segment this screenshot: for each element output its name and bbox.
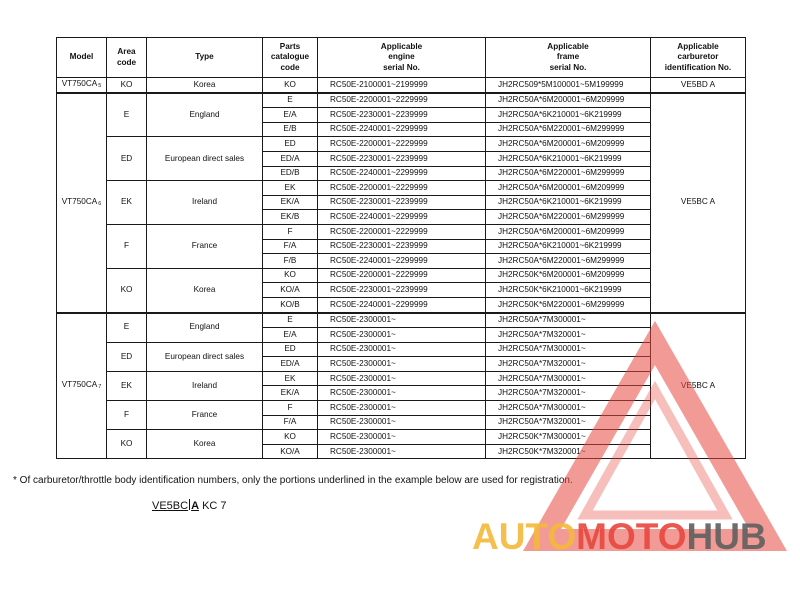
parts-code-cell: E [263,313,318,328]
parts-code-cell: EK [263,371,318,386]
frame-serial-cell: JH2RC50A*6K210001~6K219999 [486,151,651,166]
table-row [57,313,746,328]
header-area-code: Area code [107,38,147,78]
parts-code-cell: F/B [263,254,318,269]
engine-serial-cell: RC50E-2200001~2229999 [318,181,486,196]
engine-serial-cell: RC50E-2230001~2239999 [318,239,486,254]
engine-serial-cell: RC50E-2300001~ [318,328,486,343]
parts-code-cell: KO [263,268,318,283]
engine-serial-cell: RC50E-2230001~2239999 [318,151,486,166]
table-row [57,401,746,416]
table-row [57,430,746,445]
engine-serial-cell: RC50E-2200001~2229999 [318,268,486,283]
parts-code-cell: E/B [263,122,318,137]
engine-serial-cell: RC50E-2200001~2229999 [318,137,486,152]
header-row [57,38,746,78]
area-code-cell: KO [107,78,147,93]
area-code-cell: KO [107,430,147,459]
frame-serial-cell: JH2RC50A*7M320001~ [486,328,651,343]
frame-serial-cell: JH2RC50A*6M200001~6M209999 [486,181,651,196]
type-cell: Korea [147,268,263,312]
table-row [57,268,746,283]
parts-code-cell: KO/A [263,444,318,459]
carburetor-id-cell: VE5BD A [651,78,746,93]
engine-serial-cell: RC50E-2200001~2229999 [318,93,486,108]
example-part-3: KC 7 [202,500,227,512]
frame-serial-cell: JH2RC50A*6M220001~6M299999 [486,166,651,181]
header-type: Type [147,38,263,78]
engine-serial-cell: RC50E-2300001~ [318,430,486,445]
table-row [57,137,746,152]
parts-code-cell: ED [263,137,318,152]
carburetor-id-cell: VE5BC A [651,93,746,313]
engine-serial-cell: RC50E-2100001~2199999 [318,78,486,93]
table-row [57,93,746,108]
engine-serial-cell: RC50E-2300001~ [318,386,486,401]
frame-serial-cell: JH2RC50A*6M220001~6M299999 [486,122,651,137]
identification-table [56,37,746,459]
example-part-1: VE5BC [152,500,189,512]
parts-code-cell: ED/A [263,151,318,166]
parts-code-cell: EK/A [263,195,318,210]
example-separator [189,499,190,510]
table-row [57,181,746,196]
engine-serial-cell: RC50E-2300001~ [318,415,486,430]
frame-serial-cell: JH2RC50A*7M300001~ [486,371,651,386]
frame-serial-cell: JH2RC50A*6K210001~6K219999 [486,239,651,254]
frame-serial-cell: JH2RC50A*7M320001~ [486,357,651,372]
parts-code-cell: ED/B [263,166,318,181]
frame-serial-cell: JH2RC50A*7M300001~ [486,401,651,416]
frame-serial-cell: JH2RC50A*6M200001~6M209999 [486,137,651,152]
area-code-cell: E [107,313,147,343]
frame-serial-cell: JH2RC50A*7M320001~ [486,415,651,430]
type-cell: Ireland [147,181,263,225]
parts-code-cell: EK [263,181,318,196]
table-body [57,78,746,459]
type-cell: European direct sales [147,137,263,181]
frame-serial-cell: JH2RC50A*6M200001~6M209999 [486,93,651,108]
type-cell: France [147,224,263,268]
engine-serial-cell: RC50E-2300001~ [318,313,486,328]
parts-code-cell: E [263,93,318,108]
example-part-2: A [191,500,200,512]
frame-serial-cell: JH2RC50K*7M300001~ [486,430,651,445]
parts-code-cell: F [263,224,318,239]
engine-serial-cell: RC50E-2240001~2299999 [318,297,486,312]
area-code-cell: E [107,93,147,137]
table-row [57,342,746,357]
carburetor-id-example [152,499,227,512]
frame-serial-cell: JH2RC50A*6K210001~6K219999 [486,195,651,210]
frame-serial-cell: JH2RC50A*7M300001~ [486,342,651,357]
engine-serial-cell: RC50E-2300001~ [318,444,486,459]
type-cell: Korea [147,430,263,459]
type-cell: England [147,93,263,137]
type-cell: France [147,401,263,430]
model-cell: VT750CA5 [57,78,107,93]
header-model: Model [57,38,107,78]
frame-serial-cell: JH2RC50A*7M300001~ [486,313,651,328]
engine-serial-cell: RC50E-2230001~2239999 [318,195,486,210]
type-cell: England [147,313,263,343]
table-row [57,78,746,93]
frame-serial-cell: JH2RC50A*7M320001~ [486,386,651,401]
area-code-cell: ED [107,342,147,371]
engine-serial-cell: RC50E-2300001~ [318,371,486,386]
parts-code-cell: F/A [263,415,318,430]
parts-code-cell: F [263,401,318,416]
parts-code-cell: KO [263,430,318,445]
model-cell: VT750CA7 [57,313,107,459]
engine-serial-cell: RC50E-2230001~2239999 [318,283,486,298]
parts-code-cell: KO [263,78,318,93]
model-cell: VT750CA6 [57,93,107,313]
frame-serial-cell: JH2RC509*5M100001~5M199999 [486,78,651,93]
parts-code-cell: EK/A [263,386,318,401]
frame-serial-cell: JH2RC50K*7M320001~ [486,444,651,459]
parts-code-cell: F/A [263,239,318,254]
engine-serial-cell: RC50E-2200001~2229999 [318,224,486,239]
header-frame-serial: Applicable frame serial No. [486,38,651,78]
parts-code-cell: ED [263,342,318,357]
parts-code-cell: ED/A [263,357,318,372]
watermark-text: AUTOMOTOHUB [472,516,767,557]
parts-code-cell: KO/A [263,283,318,298]
area-code-cell: ED [107,137,147,181]
frame-serial-cell: JH2RC50K*6M200001~6M209999 [486,268,651,283]
table-row [57,371,746,386]
engine-serial-cell: RC50E-2230001~2239999 [318,108,486,123]
frame-serial-cell: JH2RC50A*6K210001~6K219999 [486,108,651,123]
engine-serial-cell: RC50E-2300001~ [318,401,486,416]
header-parts-code: Parts catalogue code [263,38,318,78]
type-cell: Ireland [147,371,263,400]
engine-serial-cell: RC50E-2300001~ [318,342,486,357]
engine-serial-cell: RC50E-2240001~2299999 [318,166,486,181]
area-code-cell: F [107,224,147,268]
area-code-cell: EK [107,371,147,400]
frame-serial-cell: JH2RC50A*6M220001~6M299999 [486,254,651,269]
parts-code-cell: E/A [263,328,318,343]
parts-code-cell: KO/B [263,297,318,312]
parts-code-cell: EK/B [263,210,318,225]
engine-serial-cell: RC50E-2240001~2299999 [318,254,486,269]
frame-serial-cell: JH2RC50K*6K210001~6K219999 [486,283,651,298]
table-row [57,224,746,239]
type-cell: Korea [147,78,263,93]
header-engine-serial: Applicable engine serial No. [318,38,486,78]
frame-serial-cell: JH2RC50K*6M220001~6M299999 [486,297,651,312]
engine-serial-cell: RC50E-2300001~ [318,357,486,372]
area-code-cell: KO [107,268,147,312]
type-cell: European direct sales [147,342,263,371]
engine-serial-cell: RC50E-2240001~2299999 [318,122,486,137]
carburetor-id-cell: VE5BC A [651,313,746,459]
area-code-cell: F [107,401,147,430]
frame-serial-cell: JH2RC50A*6M220001~6M299999 [486,210,651,225]
header-carburetor-id: Applicable carburetor identification No. [651,38,746,78]
engine-serial-cell: RC50E-2240001~2299999 [318,210,486,225]
area-code-cell: EK [107,181,147,225]
frame-serial-cell: JH2RC50A*6M200001~6M209999 [486,224,651,239]
footnote: * Of carburetor/throttle body identification numbers, only the portions underlined in the example below are used for registration. [13,475,573,486]
parts-code-cell: E/A [263,108,318,123]
